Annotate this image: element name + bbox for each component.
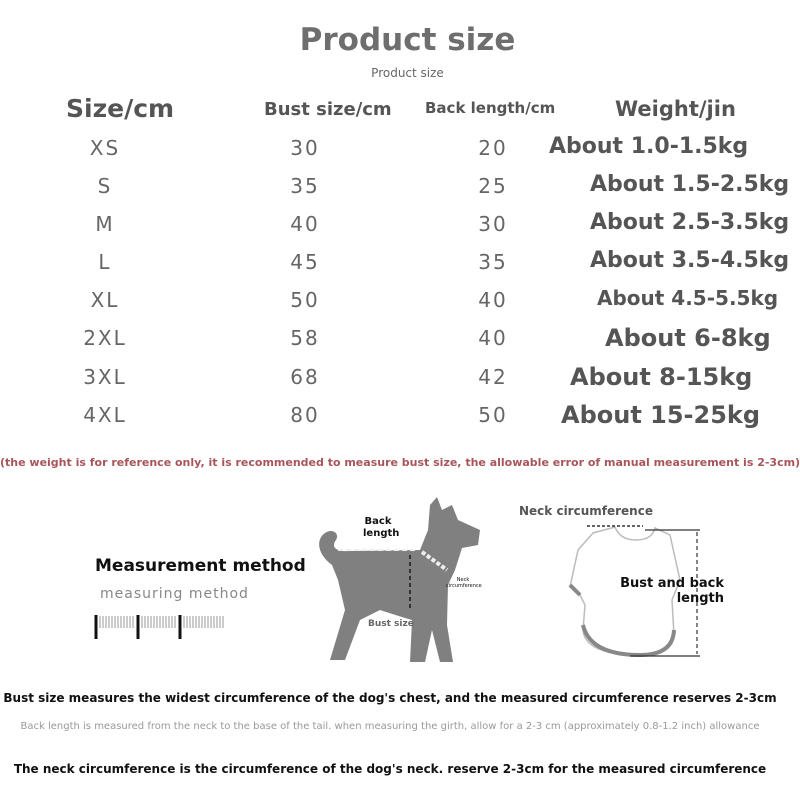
cell-size: XS [89, 136, 121, 160]
cell-size: XL [90, 288, 120, 312]
cell-size: S [97, 174, 113, 198]
dog-bust-label: Bust size [368, 619, 414, 629]
cell-weight: About 1.5-2.5kg [590, 172, 790, 197]
dog-neck-label: Neck circumference [446, 577, 482, 589]
shirt-neck-label: Neck circumference [519, 504, 653, 518]
cell-back: 40 [478, 288, 508, 312]
cell-weight: About 6-8kg [605, 324, 771, 352]
cell-bust: 45 [290, 250, 320, 274]
cell-bust: 50 [290, 288, 320, 312]
cell-bust: 80 [290, 403, 320, 427]
method-title: Measurement method [95, 556, 306, 576]
instruction-back: Back length is measured from the neck to the base of the tail. when measuring the girth, allow for a 2-3 cm (approximately 0.8-1.2 inch) allowance [20, 721, 760, 732]
method-subtitle: measuring method [100, 586, 249, 602]
cell-bust: 40 [290, 212, 320, 236]
cell-weight: About 2.5-3.5kg [590, 210, 790, 235]
instruction-neck: The neck circumference is the circumference of the dog's neck. reserve 2-3cm for the measured circumference [13, 762, 767, 776]
page-subtitle: Product size [371, 66, 444, 80]
cell-weight: About 8-15kg [570, 363, 753, 391]
cell-size: M [95, 212, 115, 236]
cell-back: 40 [478, 326, 508, 350]
cell-size: 2XL [83, 326, 127, 350]
cell-back: 35 [478, 250, 508, 274]
cell-weight: About 15-25kg [561, 401, 761, 429]
cell-bust: 58 [290, 326, 320, 350]
header-weight: Weight/jin [615, 97, 736, 121]
cell-back: 30 [478, 212, 508, 236]
cell-back: 50 [478, 403, 508, 427]
cell-weight: About 4.5-5.5kg [597, 286, 779, 310]
cell-back: 25 [478, 174, 508, 198]
cell-size: 3XL [83, 365, 127, 389]
cell-size: 4XL [83, 403, 127, 427]
cell-back: 42 [478, 365, 508, 389]
shirt-bust-back-label: Bust and back length [620, 576, 724, 606]
cell-weight: About 3.5-4.5kg [590, 248, 790, 273]
cell-size: L [98, 250, 112, 274]
cell-weight: About 1.0-1.5kg [549, 134, 749, 159]
header-bust: Bust size/cm [264, 99, 392, 120]
reference-note: (the weight is for reference only, it is recommended to measure bust size, the allowable error of manual measurement is 2-3cm) [0, 456, 800, 469]
header-size: Size/cm [66, 94, 175, 123]
page-title: Product size [299, 22, 516, 58]
instruction-bust: Bust size measures the widest circumference of the dog's chest, and the measured circumference reserves 2-3cm [3, 691, 777, 705]
header-back: Back length/cm [425, 99, 556, 117]
cell-back: 20 [478, 136, 508, 160]
cell-bust: 68 [290, 365, 320, 389]
cell-bust: 35 [290, 174, 320, 198]
dog-back-length-label: Back length [363, 516, 400, 539]
cell-bust: 30 [290, 136, 320, 160]
